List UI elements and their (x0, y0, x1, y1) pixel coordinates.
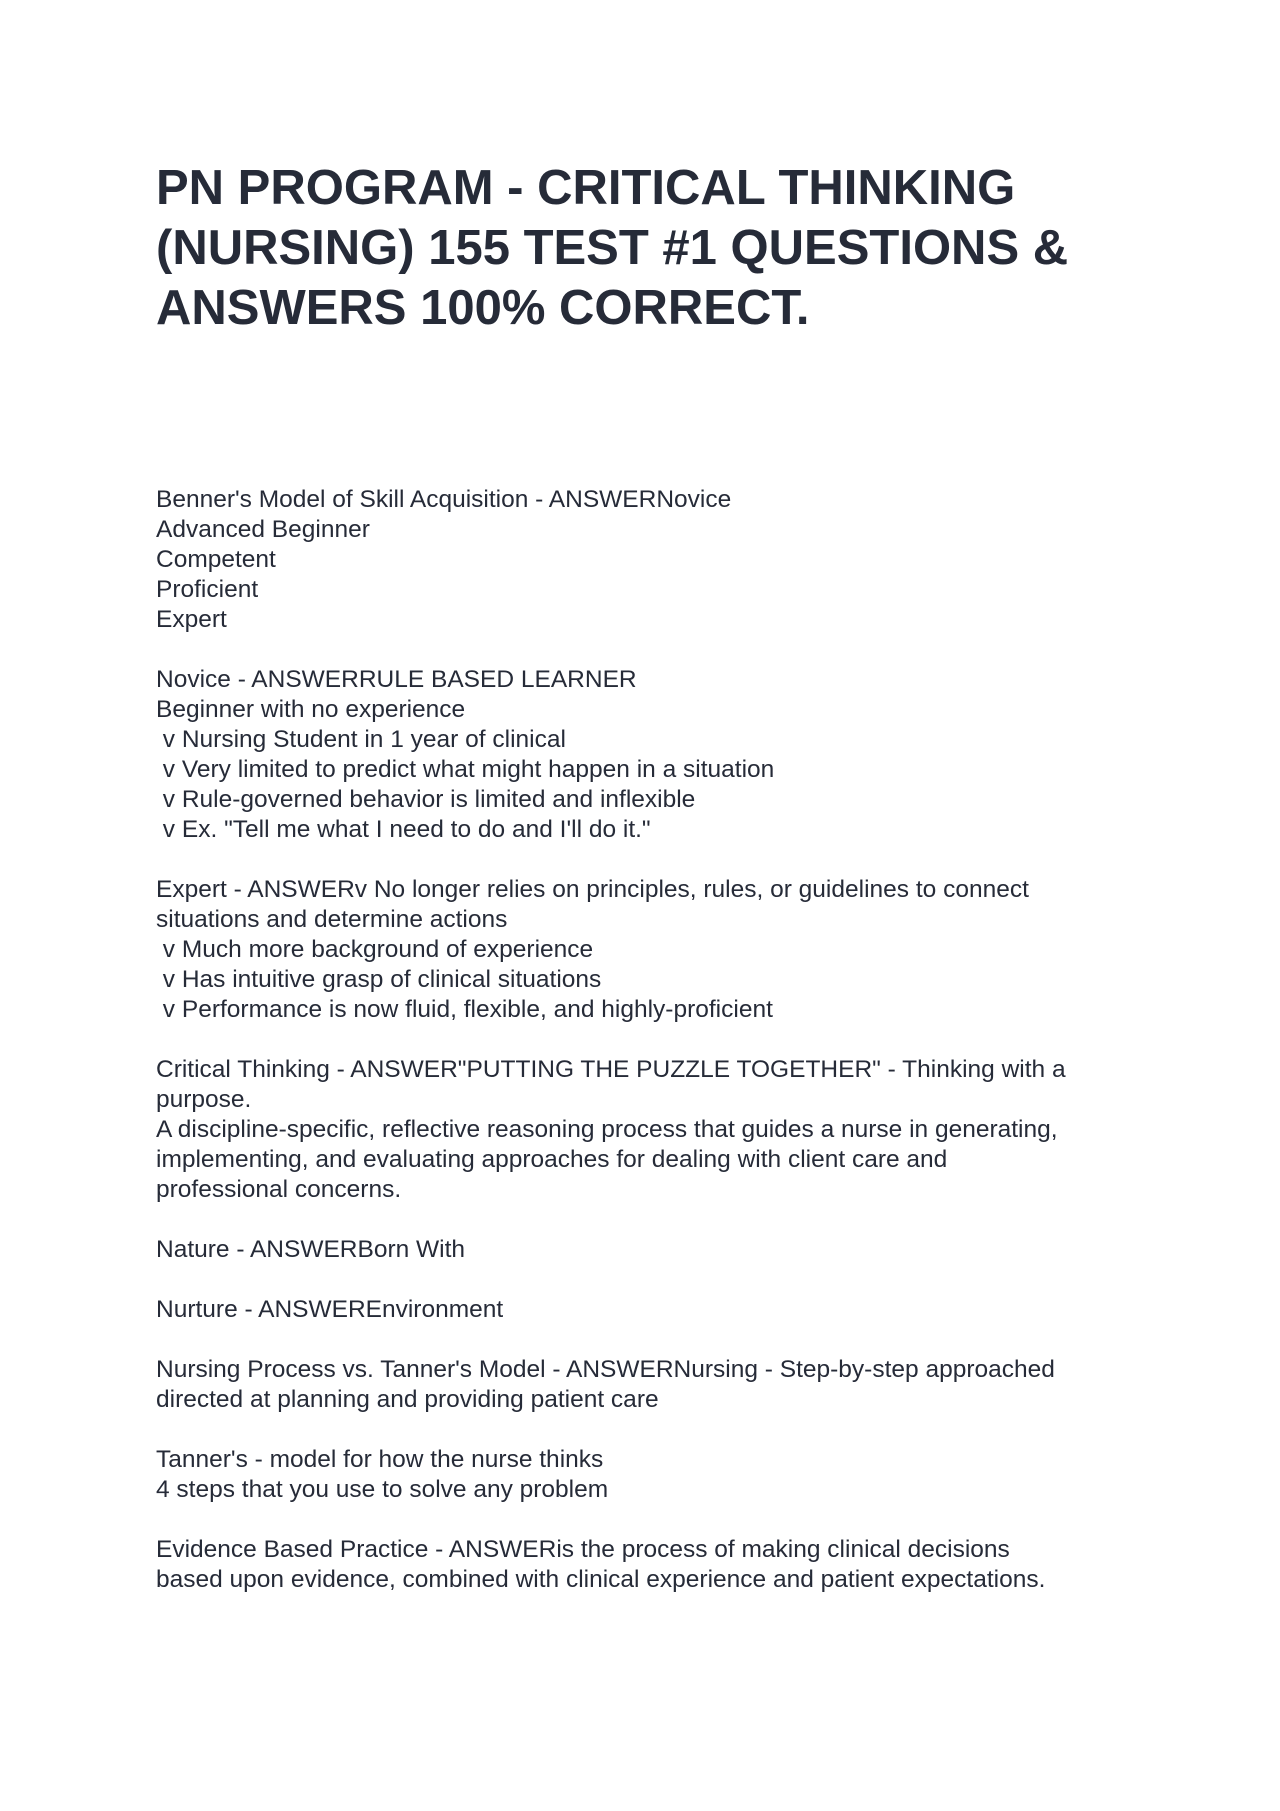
entry-novice (156, 665, 1166, 845)
entry-benners-model (156, 485, 1166, 635)
entry-line: Competent (156, 546, 276, 573)
entry-line: v Ex. "Tell me what I need to do and I'll do it." (156, 816, 651, 843)
entry-line: Nursing Process vs. Tanner's Model - ANSWERNursing - Step-by-step approached (156, 1356, 1055, 1383)
paragraph-gap (156, 1415, 1166, 1445)
entry-line: v Nursing Student in 1 year of clinical (156, 726, 566, 753)
entry-evidence-based-practice (156, 1535, 1166, 1595)
entry-line: v Has intuitive grasp of clinical situations (156, 966, 602, 993)
entry-nurture (156, 1295, 1166, 1325)
entry-line: purpose. (156, 1086, 252, 1113)
entry-line: Expert (156, 606, 227, 633)
entry-critical-thinking (156, 1055, 1166, 1205)
entry-line: situations and determine actions (156, 906, 508, 933)
entry-line: Advanced Beginner (156, 516, 370, 543)
entry-line: professional concerns. (156, 1176, 402, 1203)
entry-nursing-process (156, 1355, 1166, 1415)
entry-line: Nurture - ANSWEREnvironment (156, 1296, 504, 1323)
entry-tanners (156, 1445, 1166, 1505)
entry-line: Proficient (156, 576, 259, 603)
entry-line: A discipline-specific, reflective reasoning process that guides a nurse in generating, (156, 1116, 1058, 1143)
entry-line: v Rule-governed behavior is limited and inflexible (156, 786, 696, 813)
document-title (156, 158, 1166, 338)
entry-line: 4 steps that you use to solve any problem (156, 1476, 609, 1503)
paragraph-gap (156, 1025, 1166, 1055)
title-line: ANSWERS 100% CORRECT. (156, 281, 810, 335)
entry-line: directed at planning and providing patient care (156, 1386, 659, 1413)
entry-nature (156, 1235, 1166, 1265)
entry-line: Tanner's - model for how the nurse thinks (156, 1446, 604, 1473)
entry-line: Critical Thinking - ANSWER"PUTTING THE PUZZLE TOGETHER" - Thinking with a (156, 1056, 1066, 1083)
entry-line: Benner's Model of Skill Acquisition - ANSWERNovice (156, 486, 732, 513)
paragraph-gap (156, 1265, 1166, 1295)
entry-line: Evidence Based Practice - ANSWERis the process of making clinical decisions (156, 1536, 1010, 1563)
paragraph-gap (156, 635, 1166, 665)
paragraph-gap (156, 1325, 1166, 1355)
document-body (156, 485, 1166, 1595)
paragraph-gap (156, 1205, 1166, 1235)
entry-line: Beginner with no experience (156, 696, 466, 723)
entry-line: v Very limited to predict what might happen in a situation (156, 756, 775, 783)
entry-line: Expert - ANSWERv No longer relies on principles, rules, or guidelines to connect (156, 876, 1029, 903)
entry-line: v Much more background of experience (156, 936, 594, 963)
entry-expert (156, 875, 1166, 1025)
entry-line: v Performance is now fluid, flexible, and highly-proficient (156, 996, 773, 1023)
entry-line: based upon evidence, combined with clinical experience and patient expectations. (156, 1566, 1046, 1593)
title-line: (NURSING) 155 TEST #1 QUESTIONS & (156, 221, 1069, 275)
entry-line: implementing, and evaluating approaches for dealing with client care and (156, 1146, 948, 1173)
entry-line: Nature - ANSWERBorn With (156, 1236, 466, 1263)
paragraph-gap (156, 845, 1166, 875)
paragraph-gap (156, 1505, 1166, 1535)
entry-line: Novice - ANSWERRULE BASED LEARNER (156, 666, 637, 693)
title-line: PN PROGRAM - CRITICAL THINKING (156, 161, 1016, 215)
